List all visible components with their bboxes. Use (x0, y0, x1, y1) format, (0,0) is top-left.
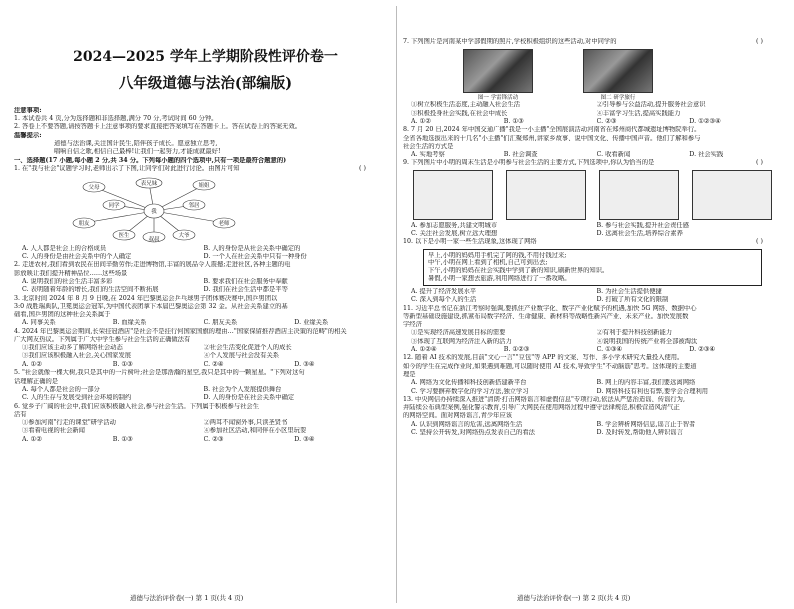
option: A. 每个人都是社会的一部分 (22, 385, 100, 393)
option: D. ③④ (294, 435, 315, 443)
diagram-node: 表兄妹 (140, 180, 158, 187)
statement: ②两耳不闻窗外事,只读圣贤书 (203, 418, 288, 426)
option: A. 认识到网络谣言的危害,远离网络生活 (411, 420, 523, 428)
question-4-cont: 广大网友热议。下列属于广大中学生参与社会生活的正确做法有 (14, 335, 191, 343)
diagram-node: 邻居 (188, 202, 200, 209)
statement: ①参加河南"行走的课堂"研学活动 (22, 418, 116, 426)
option: D. 我们在社会生活中都是平等 (203, 286, 288, 294)
option: A. ①②④ (411, 346, 437, 354)
statement: ④参加社区活动,和同伴在小区里玩耍 (203, 427, 307, 435)
page-footer: 道德与法治评价卷(一) 第 1 页(共 4 页) (130, 594, 244, 602)
tip-title: 温馨提示: (14, 131, 42, 139)
scenario-line: 暑假,小明一家想去旅游,利用网络进行了一番攻略。 (428, 275, 571, 283)
question-8-cont: 社会生活的方式是 (403, 142, 454, 150)
option: C. 坚持公开转发,对网络热点发表自己的看法 (411, 428, 535, 436)
option: B. ①③ (503, 118, 524, 126)
option: A. ①② (22, 435, 42, 443)
option: C. 表明随着年龄的增长,我们的生活空间不断拓展 (22, 286, 159, 294)
cartoon-panel-4 (692, 170, 772, 220)
option: C. 收看新闻 (596, 151, 631, 159)
question-5-cont: 话理解正确的是 (14, 377, 59, 385)
option: A. 网络为文化传播和科技创新搭建新平台 (411, 379, 527, 387)
option: C. ②④ (203, 360, 224, 368)
option: D. 及时转发,帮助他人辨识谣言 (596, 428, 683, 436)
option: B. 社会为个人发展提供舞台 (203, 385, 282, 393)
option: D. 网络科技有利也有弊,要学会合理利用 (596, 387, 709, 395)
question-8-cont: 全省各地选拔出来的十几名"小主播"们汇聚郑州,讲家乡故事、说中国文化、传播中国声音。他们了解和参与 (403, 134, 701, 142)
question-2-cont: 影放映让我们提升精神品位……这些场景 (14, 269, 128, 277)
question-4: 4. 2024 年巴黎奥运会期间,长荣挂冠酒店"是社会不是挂行何国家国旗的理由…"国家保留推荐酒店主决策的范畴"的相关 (14, 327, 347, 335)
statement: ③看着电视的社会新闻 (22, 427, 85, 435)
option: B. ①②③ (503, 346, 530, 354)
option: B. ①③ (112, 435, 133, 443)
statement: ①是实现经济高速发展目标的需要 (411, 329, 506, 337)
option: D. 远离社会生活,培养综合素养 (596, 230, 683, 238)
statement: ④说明我国的传统产业将全部被淘汰 (596, 337, 698, 345)
statement: ③体现了互联网为经济注入新的活力 (411, 337, 512, 345)
option: B. 要求我们在社会服务中奉献 (203, 277, 288, 285)
diagram-node: 医生 (118, 232, 130, 239)
option: A. ①② (411, 118, 431, 126)
statement: ②引导参与公益活动,提升服务社会意识 (596, 101, 706, 109)
option: B. 网上的内容丰富,我们要远离网络 (596, 379, 696, 387)
page-footer: 道德与法治评价卷(一) 第 2 页(共 4 页) (517, 594, 631, 602)
option: A. 参加志愿服务,共建文明城市 (411, 221, 498, 229)
option: C. 学习要摒弃数字化的学习方法,独立学习 (411, 387, 529, 395)
scenario-line: 早上,小明的妈妈用手机完了阿的钱,不用付钱过来; (428, 251, 567, 259)
question-12-cont: 理是 (403, 370, 416, 378)
option: D. ③④ (294, 360, 315, 368)
option: B. 人的身份是从社会关系中确定的 (203, 244, 301, 252)
cartoon-panel-1 (413, 170, 493, 220)
scenario-line: 中午,小明在网上看到了相机,自己可到出去; (428, 259, 548, 267)
option: C. 朋友关系 (203, 319, 238, 327)
diagram-node: 姐姐 (198, 182, 210, 189)
option: A. 同事关系 (22, 319, 56, 327)
statement: ①我们应该主动多了解网络社会动态 (22, 344, 123, 352)
option: C. ②③ (596, 118, 617, 126)
option: B. 学会辨析网络信息,谣言止于智者 (596, 420, 696, 428)
option: B. 社会调查 (503, 151, 538, 159)
diagram-node: 同学 (108, 202, 120, 209)
statement: ②有利于提升科技创新能力 (596, 329, 673, 337)
question-2: 2. 走进农村,我们看到农民在田间辛勤劳作;走进博物馆,丰富的展品令人震撼;走进社区,各种主题的电 (14, 261, 291, 269)
notice-line: 2. 答卷上不要答题,请按答题卡上注意事项的要求直接把答案填写在答题卡上。答在试卷上的答案无效。 (14, 123, 302, 131)
diagram-node: 老师 (218, 220, 230, 227)
diagram-node: 叔叔 (148, 236, 160, 243)
option: D. 一个人在社会关系中只有一种身份 (203, 253, 307, 261)
question-6: 6. 觉乡子广阔的社会中,我们应该积极融入社会,参与社会生活。下列属于积极参与社会生 (14, 402, 259, 410)
question-11-cont: 字经济 (403, 321, 422, 329)
option: A. 说明我们的社会生活丰富多彩 (22, 277, 113, 285)
question-13: 13. 中央网信办持续深入推进"清朗·打击网络谣言和虚假信息"专项行动,依法从严惩治造谣、传谣行为, (403, 395, 685, 403)
question-8: 8. 7 月 20 日,2024 年中国交通广播"我是一小主播"全国展演活动河南省在郑州商代都城遗址博物院举行。 (403, 126, 701, 134)
option: A. 提升了经济发展水平 (411, 287, 477, 295)
question-5: 5. "社会就像一棵大树,我只是其中的一片树叶;社会是那浩瀚的星空,我只是其中的一颗星星。"下列对这句 (14, 369, 305, 377)
cartoon-panel-2 (506, 170, 586, 220)
option: C. 人的身份是由社会关系中的个人确定 (22, 253, 132, 261)
option: D. 打破了所有文化的限制 (596, 296, 669, 304)
option: A. 实地考察 (411, 151, 445, 159)
question-9: ( ) 9. 下列图片中小明的周末生活是小明参与社会生活的主要方式,下列选项中,你认为恰当的是 (403, 159, 763, 167)
question-12-cont: 如今的学生在完成作业时,如果遇到难题,可以随时使用 AI 技术,导致学生"不动脑筋"思考。这体现的主要道 (403, 362, 697, 370)
question-6-cont: 活有 (14, 410, 27, 418)
question-1: ( ) 1. 在"我与社会"议题学习时,老师出示了下图,让同学们对此进行讨论。由图片可知 (14, 165, 366, 173)
exam-title: 2024—2025 学年上学期阶段性评价卷一 (73, 49, 338, 65)
option: A. 人人都是社会上的合格成员 (22, 244, 107, 252)
statement: ④丰富学习生活,提高实践能力 (596, 109, 681, 117)
figure-caption: 图一 学雷锋活动 (477, 95, 519, 102)
option: A. ①② (22, 360, 42, 368)
page-2 (397, 0, 794, 609)
question-3-cont: 3:0 战胜瑞典队,卫冕奥运会冠军,为中国代表团拿下本届巴黎奥运会第 32 金。从社会关系建立的基 (14, 302, 288, 310)
figure-caption: 图二 研学旅行 (600, 95, 636, 102)
scenario-line: 下午,小明的妈妈在社会实践中学到了新的知识,刷新世界的知识。 (428, 267, 609, 275)
question-3: 3. 北京时间 2024 年 8 月 9 日晚,在 2024 年巴黎奥运会乒乓球男子团体赛决赛中,国乒男团以 (14, 294, 278, 302)
option: B. 血缘关系 (112, 319, 147, 327)
relationship-diagram (54, 175, 254, 245)
photo-volunteer-activity (463, 49, 533, 93)
question-11: 11. 习近平总书记在浙江考察时强调,要抓住产业数字化、数字产业化赋予的机遇,加快 5G 网络、数据中心 (403, 304, 697, 312)
diagram-node: 大爷 (178, 232, 190, 239)
statement: ②社会生活变化促进个人的成长 (203, 344, 292, 352)
question-10: ( ) 10. 以下是小明一家一些生活现象,这体现了网络 (403, 238, 763, 246)
diagram-node: 朋友 (78, 220, 90, 227)
option: D. ①②③④ (689, 118, 721, 126)
option: B. 为社会生活提供便捷 (596, 287, 662, 295)
diagram-node: 父母 (88, 184, 100, 191)
option: B. ①③ (112, 360, 133, 368)
photo-study-trip (583, 49, 653, 93)
option: C. ①③④ (596, 346, 623, 354)
statement: ③积极投身社会实践,在社会中成长 (411, 109, 508, 117)
option: C. ②③ (203, 435, 224, 443)
option: C. 关注社会发展,树立远大理想 (411, 230, 498, 238)
exam-subtitle: 八年级道德与法治(部编版) (118, 75, 293, 92)
question-13-cont: 的网络空间。面对网络谣言,青少年应该 (403, 412, 513, 420)
scenario-box (423, 249, 762, 286)
question-3-cont: 础看,国乒男团的这种社会关系属于 (14, 311, 111, 319)
question-7: ( ) 7. 下列图片是河南某中学部假期的照片,学校积极组织的这些活动,对中同学的 (403, 38, 763, 45)
question-11-cont: 等新型基础设施建设,抓紧布局数字经济、生命健康、新材料等战略性新兴产业、未来产业。加快发展数 (403, 312, 689, 320)
cartoon-panel-3 (599, 170, 679, 220)
question-12: 12. 随着 AI 技术的发展,目前"文心一言""豆包"等 APP 的文案、写作、多小学术研究大量投入使用。 (403, 354, 684, 362)
question-13-cont: 并陆续公布典型案例,强化警示教育,引导广大网民在使用网络过程中遵守法律规范,积极营造风清气正 (403, 404, 680, 412)
option: D. 业缘关系 (294, 319, 329, 327)
option: D. 人的身份是在社会关系中确定 (203, 394, 295, 402)
statement: ④个人发展与社会没有关系 (203, 352, 280, 360)
option: B. 参与社会实践,提升社会责任感 (596, 221, 689, 229)
option: D. ②③④ (689, 346, 716, 354)
option: C. 深入到每个人的生活 (411, 296, 477, 304)
statement: ③我们应该积极融入社会,关心国家发展 (22, 352, 132, 360)
statement: ①树立积极生活态度,主动融入社会生活 (411, 101, 521, 109)
option: C. 人的生存与发展受到社会环境的制约 (22, 394, 132, 402)
notice-line: 1. 本试卷共 4 页,分为选择题和非选择题,满分 70 分,考试时间 60 分钟。 (14, 115, 218, 123)
option: D. 社会实践 (689, 151, 724, 159)
tip-line: 唱响自信之歌,相信自己最棒!让我们一起努力,才能成就最好! (54, 148, 221, 156)
notice-title: 注意事项: (14, 107, 42, 114)
diagram-node-center: 我 (151, 208, 157, 215)
section-heading: 一、选择题(17 小题,每小题 2 分,共 34 分。下列每小题的四个选项中,只有一项是最符合题意的) (14, 157, 287, 165)
tip-line: 道德与法治课,关注国计民生,陪伴孩子成长。愿意独立思考, (54, 139, 218, 147)
